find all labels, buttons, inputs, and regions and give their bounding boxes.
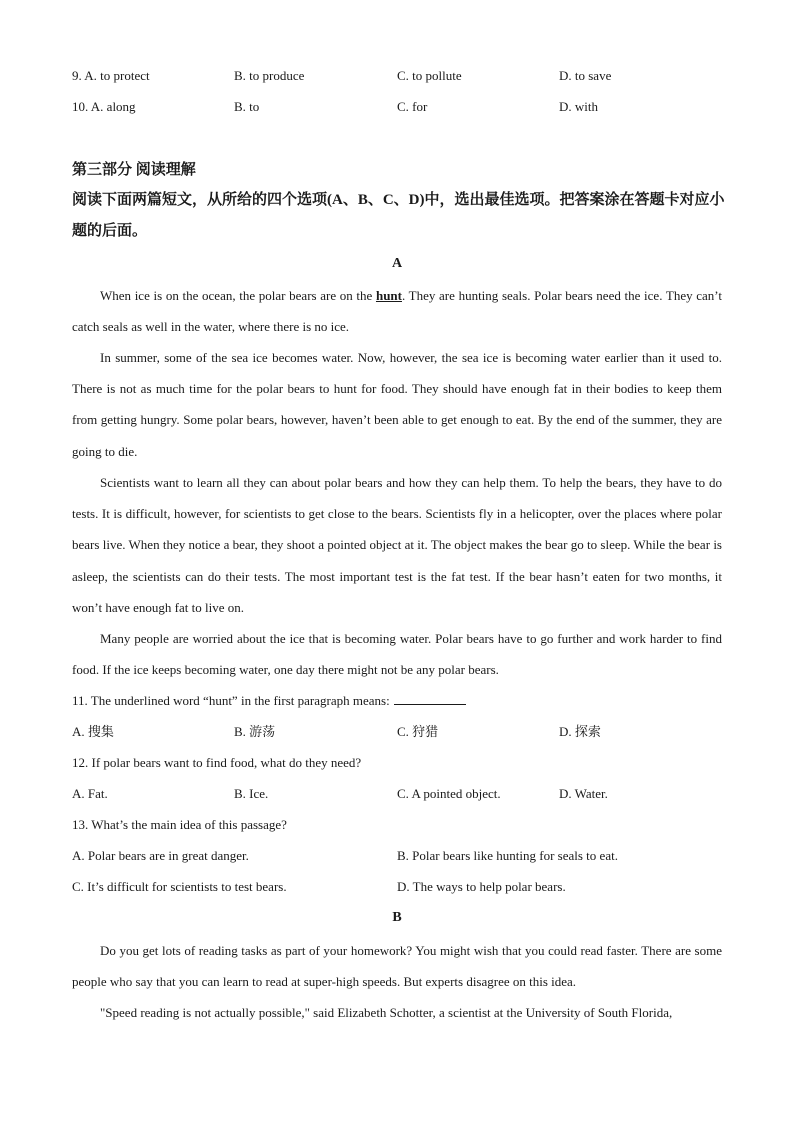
q12-option-c: C. A pointed object. [397,786,501,801]
q10-option-c: C. for [397,99,428,114]
q11-stem [72,690,466,711]
p1-text-before: When ice is on the ocean, the polar bears are on the [100,288,376,303]
passage-b-label: B [392,910,402,925]
q13-option-a: A. Polar bears are in great danger. [72,848,249,863]
passage-b-paragraph-1: Do you get lots of reading tasks as part of your homework? You might wish that you could read faster. There are some people who say that you can learn to read at super-high speeds. But experts disagree on this idea. [72,943,722,990]
q10-option-b: B. to [234,99,260,114]
q11-option-d: D. 探索 [559,724,601,739]
q11-option-b: B. 游荡 [234,724,276,739]
p1-text-after: . They are hunting seals. Polar bears need the ice. They can’t catch seals as well in the water, where there is no ice. [72,288,722,335]
q9-option-a: 9. A. to protect [72,68,150,83]
q11-options [72,722,732,742]
q12-option-b: B. Ice. [234,786,269,801]
q13-options-row-1 [72,846,732,866]
passage-a-paragraph-4: Many people are worried about the ice that is becoming water. Polar bears have to go further and work harder to find food. If the ice keeps becoming water, one day there might not be any polar bears. [72,631,722,678]
q12-stem: 12. If polar bears want to find food, what do they need? [72,755,362,770]
q13-stem: 13. What’s the main idea of this passage? [72,817,287,832]
q13-options-row-2 [72,877,732,897]
section-title: 第三部分 阅读理解 [72,162,196,178]
q11-stem-text: 11. The underlined word “hunt” in the first paragraph means: [72,693,390,708]
passage-b-paragraph-2: "Speed reading is not actually possible," said Elizabeth Schotter, a scientist at the University of South Florida, [100,1005,673,1020]
q13-option-c: C. It’s difficult for scientists to test bears. [72,879,287,894]
q9-option-b: B. to produce [234,68,305,83]
passage-a-label: A [391,256,403,271]
q9-options [72,66,732,86]
q11-option-a: A. 搜集 [72,724,114,739]
q9-option-d: D. to save [559,68,612,83]
q13-option-d: D. The ways to help polar bears. [397,879,566,894]
passage-a-paragraph-1 [72,280,722,342]
q12-options [72,784,732,804]
q12-option-a: A. Fat. [72,786,108,801]
underlined-word-hunt: hunt [375,288,402,303]
q10-options [72,97,732,117]
passage-a-paragraph-3: Scientists want to learn all they can about polar bears and how they can help them. To help the bears, they have to do tests. It is difficult, however, for scientists to get close to the bears. Scientists fly in a helicopter, over the places where polar bears live. When they notice a bear, they shoot a pointed object at it. The object makes the bear go to sleep. While the bear is asleep, the scientists can do their tests. The most important test is the fat test. If the bear hasn’t eaten for two months, it won’t have enough fat to live on. [72,475,722,615]
q11-option-c: C. 狩猎 [397,724,439,739]
q12-option-d: D. Water. [559,786,608,801]
q13-option-b: B. Polar bears like hunting for seals to eat. [397,848,618,863]
answer-blank [394,690,466,705]
section-instruction: 阅读下面两篇短文，从所给的四个选项(A、B、C、D)中，选出最佳选项。把答案涂在答题卡对应小题的后面。 [72,192,725,239]
q9-option-c: C. to pollute [397,68,462,83]
passage-a-paragraph-2: In summer, some of the sea ice becomes water. Now, however, the sea ice is becoming water earlier than it used to. There is not as much time for the polar bears to hunt for food. They should have enough fat in their bodies to keep them from getting hungry. Some polar bears, however, haven’t been able to get enough to eat. By the end of the summer, they are going to die. [72,350,722,459]
q10-option-a: 10. A. along [72,99,136,114]
q10-option-d: D. with [559,99,598,114]
